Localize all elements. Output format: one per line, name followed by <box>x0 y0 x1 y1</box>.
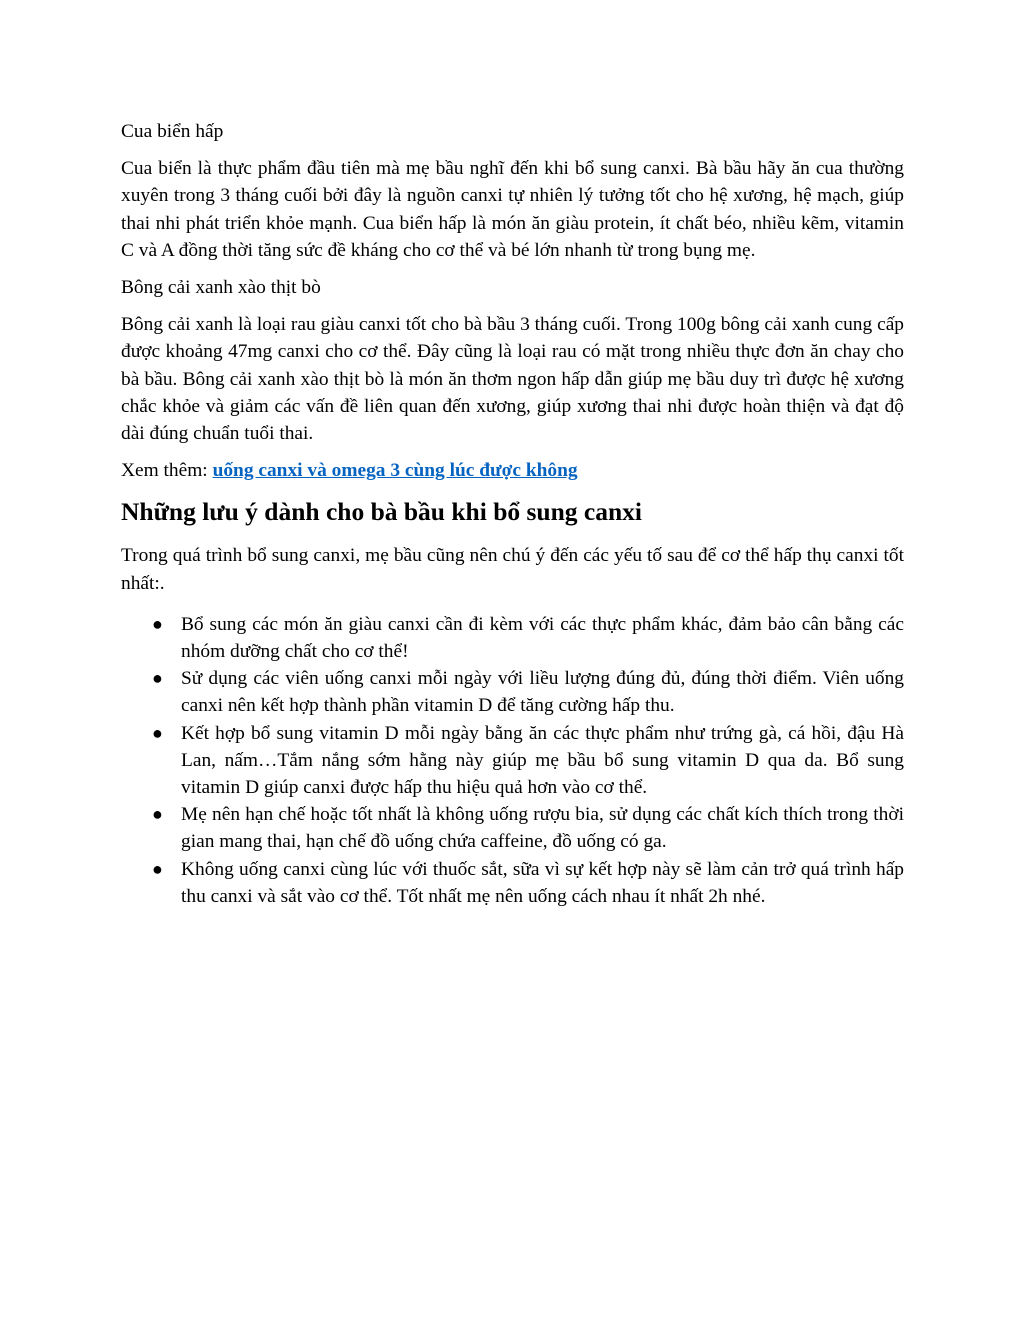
notes-intro: Trong quá trình bổ sung canxi, mẹ bầu cũng nên chú ý đến các yếu tố sau để cơ thể hấp thụ canxi tốt nhất:. <box>121 545 904 594</box>
section-title-crab: Cua biển hấp <box>121 121 224 142</box>
list-item-text: Kết hợp bổ sung vitamin D mỗi ngày bằng ăn các thực phẩm như trứng gà, cá hồi, đậu Hà Lan, nấm…Tắm nắng sớm hằng này giúp mẹ bầu bổ sung vitamin D qua da. Bổ sung vitamin D giúp canxi được hấp thu hiệu quả hơn vào cơ thể. <box>181 722 904 799</box>
section-body-crab: Cua biển là thực phẩm đầu tiên mà mẹ bầu nghĩ đến khi bổ sung canxi. Bà bầu hãy ăn cua thường xuyên trong 3 tháng cuối bởi đây là nguồn canxi tự nhiên lý tưởng tốt cho hệ xương, hệ mạch, giúp thai nhi phát triển khỏe mạnh. Cua biển hấp là món ăn giàu protein, ít chất béo, nhiều kẽm, vitamin C và A đồng thời tăng sức đề kháng cho cơ thể và bé lớn nhanh từ trong bụng mẹ. <box>121 158 904 261</box>
see-more-label: Xem thêm: <box>121 460 213 482</box>
list-item <box>121 611 904 665</box>
see-more <box>121 457 904 484</box>
section-title-broccoli: Bông cải xanh xào thịt bò <box>121 277 321 299</box>
document-page <box>121 118 904 910</box>
list-item-text: Không uống canxi cùng lúc với thuốc sắt, sữa vì sự kết hợp này sẽ làm cản trở quá trình hấp thu canxi và sắt vào cơ thể. Tốt nhất mẹ nên uống cách nhau ít nhất 2h nhé. <box>181 858 904 907</box>
list-item <box>121 856 904 910</box>
see-more-link[interactable]: uống canxi và omega 3 cùng lúc được không <box>212 460 578 482</box>
bullet-icon: ● <box>152 668 163 689</box>
list-item <box>121 801 904 855</box>
bullet-icon: ● <box>152 722 163 743</box>
list-item <box>121 665 904 719</box>
list-item <box>121 720 904 802</box>
list-item-text: Mẹ nên hạn chế hoặc tốt nhất là không uống rượu bia, sử dụng các chất kích thích trong thời gian mang thai, hạn chế đồ uống chứa caffeine, đồ uống có ga. <box>181 804 904 853</box>
list-item-text: Bổ sung các món ăn giàu canxi cần đi kèm với các thực phẩm khác, đảm bảo cân bằng các nhóm dưỡng chất cho cơ thể! <box>181 613 904 663</box>
bullet-icon: ● <box>152 804 163 825</box>
notes-heading: Những lưu ý dành cho bà bầu khi bổ sung canxi <box>121 497 642 527</box>
bullet-icon: ● <box>152 858 163 879</box>
list-item-text: Sử dụng các viên uống canxi mỗi ngày với liều lượng đúng đủ, đúng thời điểm. Viên uống canxi nên kết hợp thành phần vitamin D để tăng cường hấp thu. <box>181 668 904 717</box>
section-body-broccoli: Bông cải xanh là loại rau giàu canxi tốt cho bà bầu 3 tháng cuối. Trong 100g bông cải xanh cung cấp được khoảng 47mg canxi cho cơ thể. Đây cũng là loại rau có mặt trong nhiều thực đơn ăn chay cho bà bầu. Bông cải xanh xào thịt bò là món ăn thơm ngon hấp dẫn giúp mẹ bầu duy trì được hệ xương chắc khỏe và giảm các vấn đề liên quan đến xương, giúp xương thai nhi được hoàn thiện và đạt độ dài đúng chuẩn tuổi thai. <box>121 314 904 445</box>
notes-list <box>121 611 904 910</box>
bullet-icon: ● <box>152 613 163 634</box>
